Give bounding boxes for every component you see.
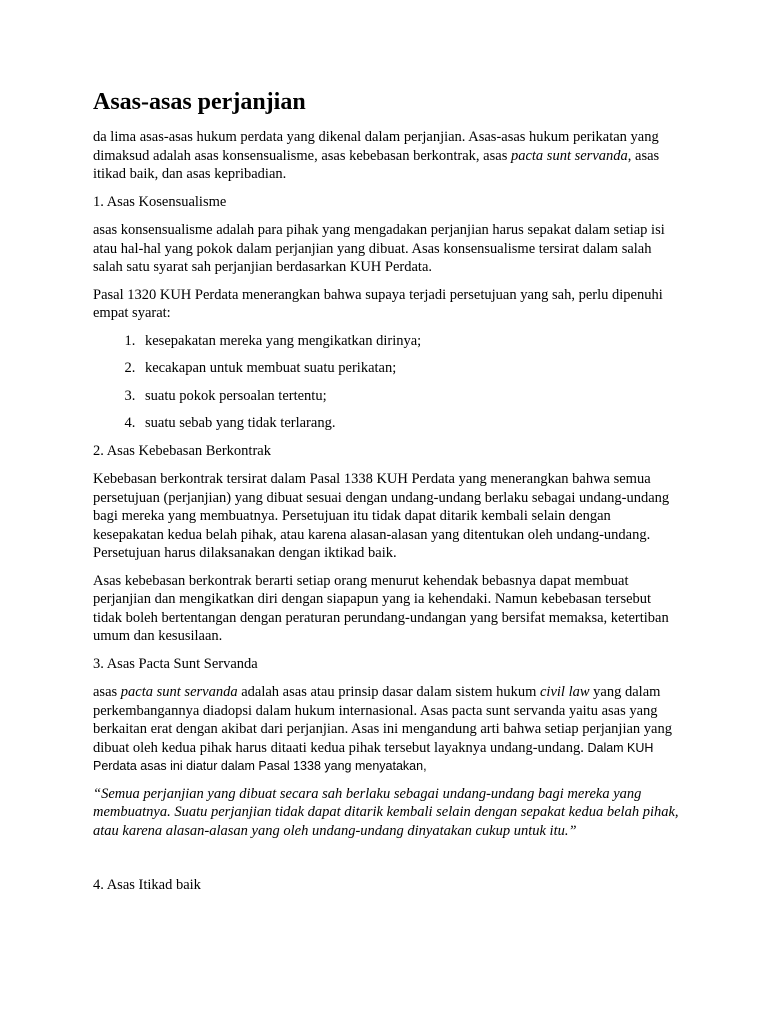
section-1-heading: 1. Asas Kosensualisme	[93, 193, 227, 210]
section-1-paragraph-1: asas konsensualisme adalah para pihak yang mengadakan perjanjian harus sepakat dalam setiap isi atau hal-hal yang pokok dalam perjanjian yang dibuat. Asas konsensualisme tersirat dalam salah salah satu syarat sah perjanjian berdasarkan KUH Perdata.	[93, 222, 665, 275]
list-item: 1. kesepakatan mereka yang mengikatkan dirinya;	[139, 332, 683, 351]
section-3-quote: “Semua perjanjian yang dibuat secara sah berlaku sebagai undang-undang bagi mereka yang membuatnya. Suatu perjanjian tidak dapat ditarik kembali selain dengan sepakat kedua belah pihak, atau karena alasan-alasan yang oleh undang-undang dinyatakan cukup untuk itu.”	[93, 785, 679, 839]
section-4-heading: 4. Asas Itikad baik	[93, 877, 201, 893]
intro-italic-term: pacta sunt servanda	[510, 147, 628, 164]
s3-text-4: Dalam KUH Perdata asas ini diatur dalam Pasal 1338 yang menyatakan,	[93, 740, 654, 773]
s3-text-1: asas	[93, 684, 121, 700]
section-3-heading: 3. Asas Pacta Sunt Servanda	[93, 655, 258, 672]
document-body	[93, 86, 683, 905]
requirements-list	[93, 332, 683, 433]
list-item: 4. suatu sebab yang tidak terlarang.	[139, 414, 683, 433]
s3-text-2: adalah asas atau prinsip dasar dalam sistem hukum	[237, 684, 540, 700]
s3-text-3: yang dalam perkembangannya diadopsi dalam hukum internasional. Asas pacta sunt servanda yaitu asas yang berkaitan erat dengan akibat dari perjanjian. Asas ini mengandung arti bahwa setiap perjanjian yang dibuat oleh kedua pihak harus ditaati kedua pihak tersebut layaknya undang-undang.	[93, 684, 672, 756]
intro-text-1: da lima asas-asas hukum perdata yang dikenal dalam perjanjian. Asas-asas hukum perikatan yang dimaksud adalah asas konsensualisme, asas kebebasan berkontrak, asas	[93, 129, 659, 164]
s3-italic-term-2: civil law	[540, 684, 590, 700]
section-1-paragraph-2: Pasal 1320 KUH Perdata menerangkan bahwa supaya terjadi persetujuan yang sah, perlu dipenuhi empat syarat:	[93, 286, 663, 321]
document-title: Asas-asas perjanjian	[93, 89, 306, 115]
s3-italic-term-1: pacta sunt servanda	[120, 684, 238, 700]
intro-text-2: , asas itikad baik, dan asas kepribadian.	[93, 147, 660, 182]
list-item: 3. suatu pokok persoalan tertentu;	[139, 387, 683, 406]
section-3-paragraph	[93, 683, 683, 776]
section-2-heading: 2. Asas Kebebasan Berkontrak	[93, 442, 271, 459]
section-2-paragraph-2: Asas kebebasan berkontrak berarti setiap orang menurut kehendak bebasnya dapat membuat perjanjian dan mengikatkan diri dengan siapapun yang ia kehendaki. Namun kebebasan tersebut tidak boleh bertentangan dengan peraturan perundang-undangan yang bersifat memaksa, ketertiban umum dan kesusilaan.	[93, 572, 669, 644]
section-2-paragraph-1: Kebebasan berkontrak tersirat dalam Pasal 1338 KUH Perdata yang menerangkan bahwa semua persetujuan (perjanjian) yang dibuat sesuai dengan undang-undang berlaku sebagai undang-undang bagi mereka yang membuatnya. Persetujuan itu tidak dapat ditarik kembali selain dengan kesepakatan kedua belah pihak, atau karena alasan-alasan yang ditentukan oleh undang-undang. Persetujuan harus dilaksanakan dengan iktikad baik.	[93, 471, 670, 561]
intro-paragraph	[93, 128, 683, 184]
list-item: 2. kecakapan untuk membuat suatu perikatan;	[139, 359, 683, 378]
